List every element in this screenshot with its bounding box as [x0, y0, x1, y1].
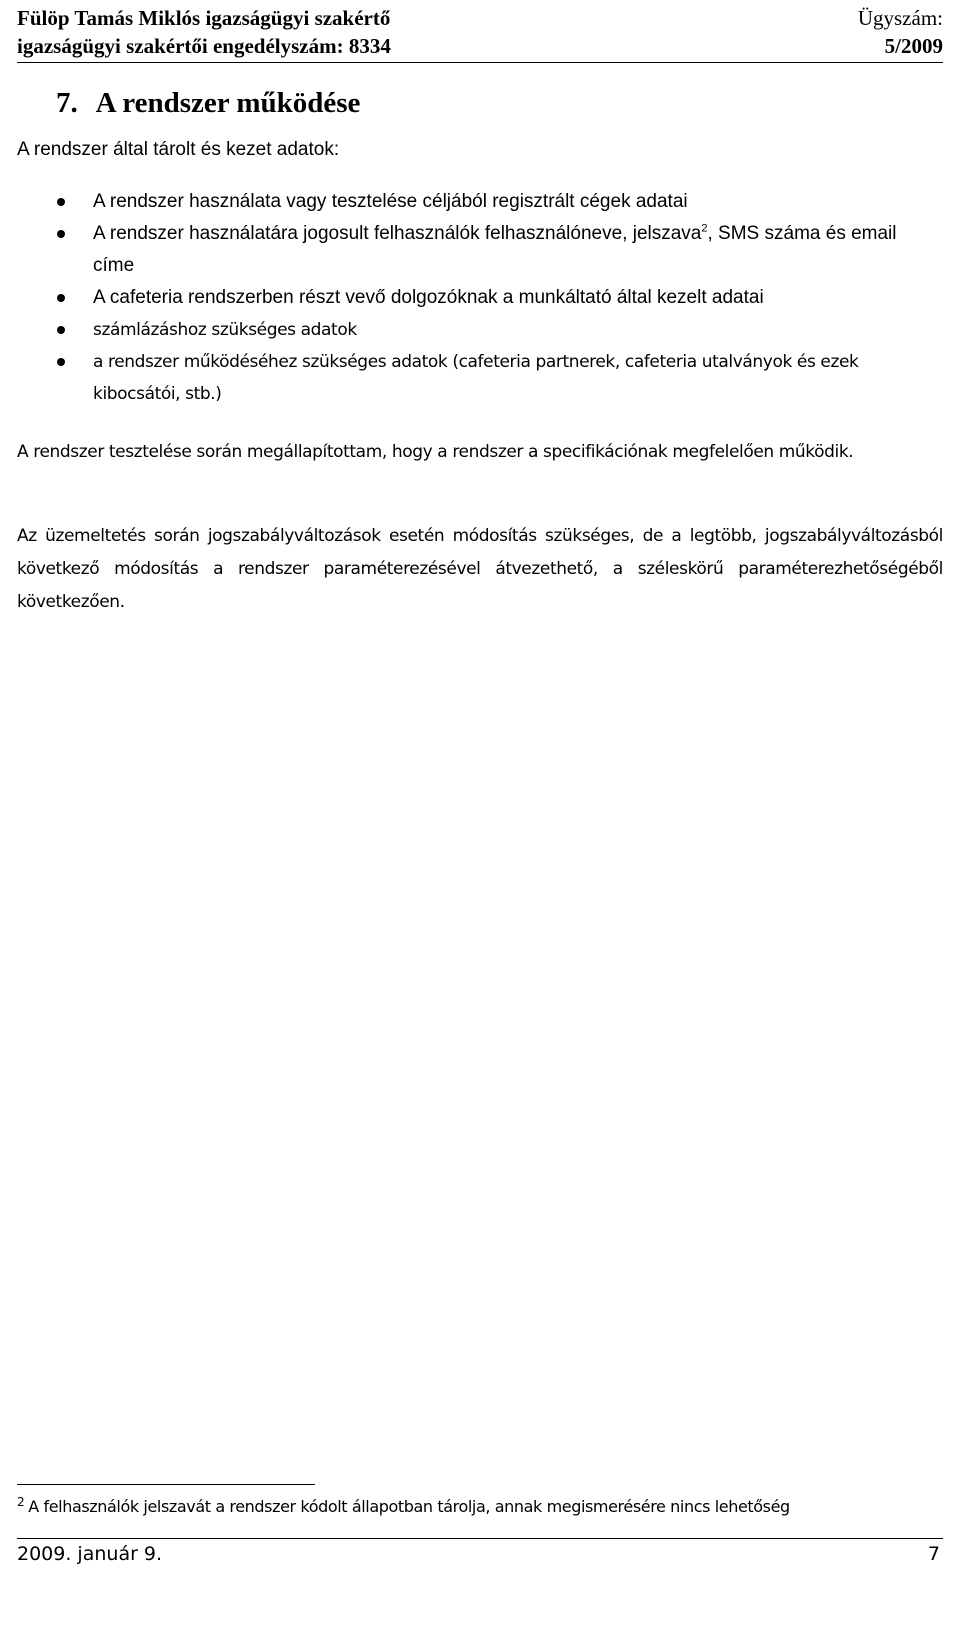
test-result-paragraph: A rendszer tesztelése során megállapítottam, hogy a rendszer a specifikációnak megfelelően működik.: [17, 442, 854, 462]
list-item-text: , SMS száma és email címe: [93, 223, 897, 276]
license-number: igazságügyi szakértői engedélyszám: 8334: [17, 34, 391, 58]
footer-divider: [17, 1538, 943, 1539]
list-item-text: a rendszer működéséhez szükséges adatok (cafeteria partnerek, cafeteria utalványok és ezek kibocsátói, stb.): [93, 352, 859, 404]
list-item: [17, 282, 940, 314]
footnote-reference: 2: [701, 222, 708, 235]
footer-date: 2009. január 9.: [17, 1543, 163, 1565]
list-item-text: A rendszer használata vagy tesztelése céljából regisztrált cégek adatai: [93, 191, 688, 212]
list-item-text: A rendszer használatára jogosult felhasználók felhasználóneve, jelszava: [93, 223, 702, 244]
list-item-text: A cafeteria rendszerben részt vevő dolgozóknak a munkáltató által kezelt adatai: [93, 287, 764, 308]
case-number-label: Ügyszám:: [857, 6, 943, 30]
footnote: [17, 1494, 943, 1520]
list-item: [17, 186, 940, 218]
expert-name: Fülöp Tamás Miklós igazságügyi szakértő: [17, 6, 391, 30]
list-item: [17, 218, 940, 282]
list-item: [17, 346, 940, 410]
footnote-mark: 2: [17, 1494, 25, 1509]
header-divider: [17, 62, 943, 63]
section-heading: [56, 86, 360, 120]
operation-paragraph: Az üzemeltetés során jogszabályváltozások esetén módosítás szükséges, de a legtöbb, jogszabályváltozásból következő módosítás a rendszer paraméterezésével átvezethető, a széleskörű paraméterezhetőségéből következően.: [17, 526, 943, 612]
list-item: [17, 314, 940, 346]
list-item-text: számlázáshoz szükséges adatok: [93, 320, 357, 340]
page-number: 7: [927, 1543, 940, 1565]
page-footer: [17, 1541, 940, 1567]
section-title: A rendszer működése: [95, 87, 361, 119]
case-number: 5/2009: [884, 34, 943, 58]
footnote-text: A felhasználók jelszavát a rendszer kódolt állapotban tárolja, annak megismerésére nincs lehetőség: [28, 1497, 790, 1516]
footnote-divider: [17, 1484, 315, 1485]
intro-text: A rendszer által tárolt és kezet adatok:: [17, 139, 340, 160]
data-list: [17, 186, 940, 410]
page-header: [17, 4, 943, 60]
section-number: 7.: [56, 87, 78, 119]
